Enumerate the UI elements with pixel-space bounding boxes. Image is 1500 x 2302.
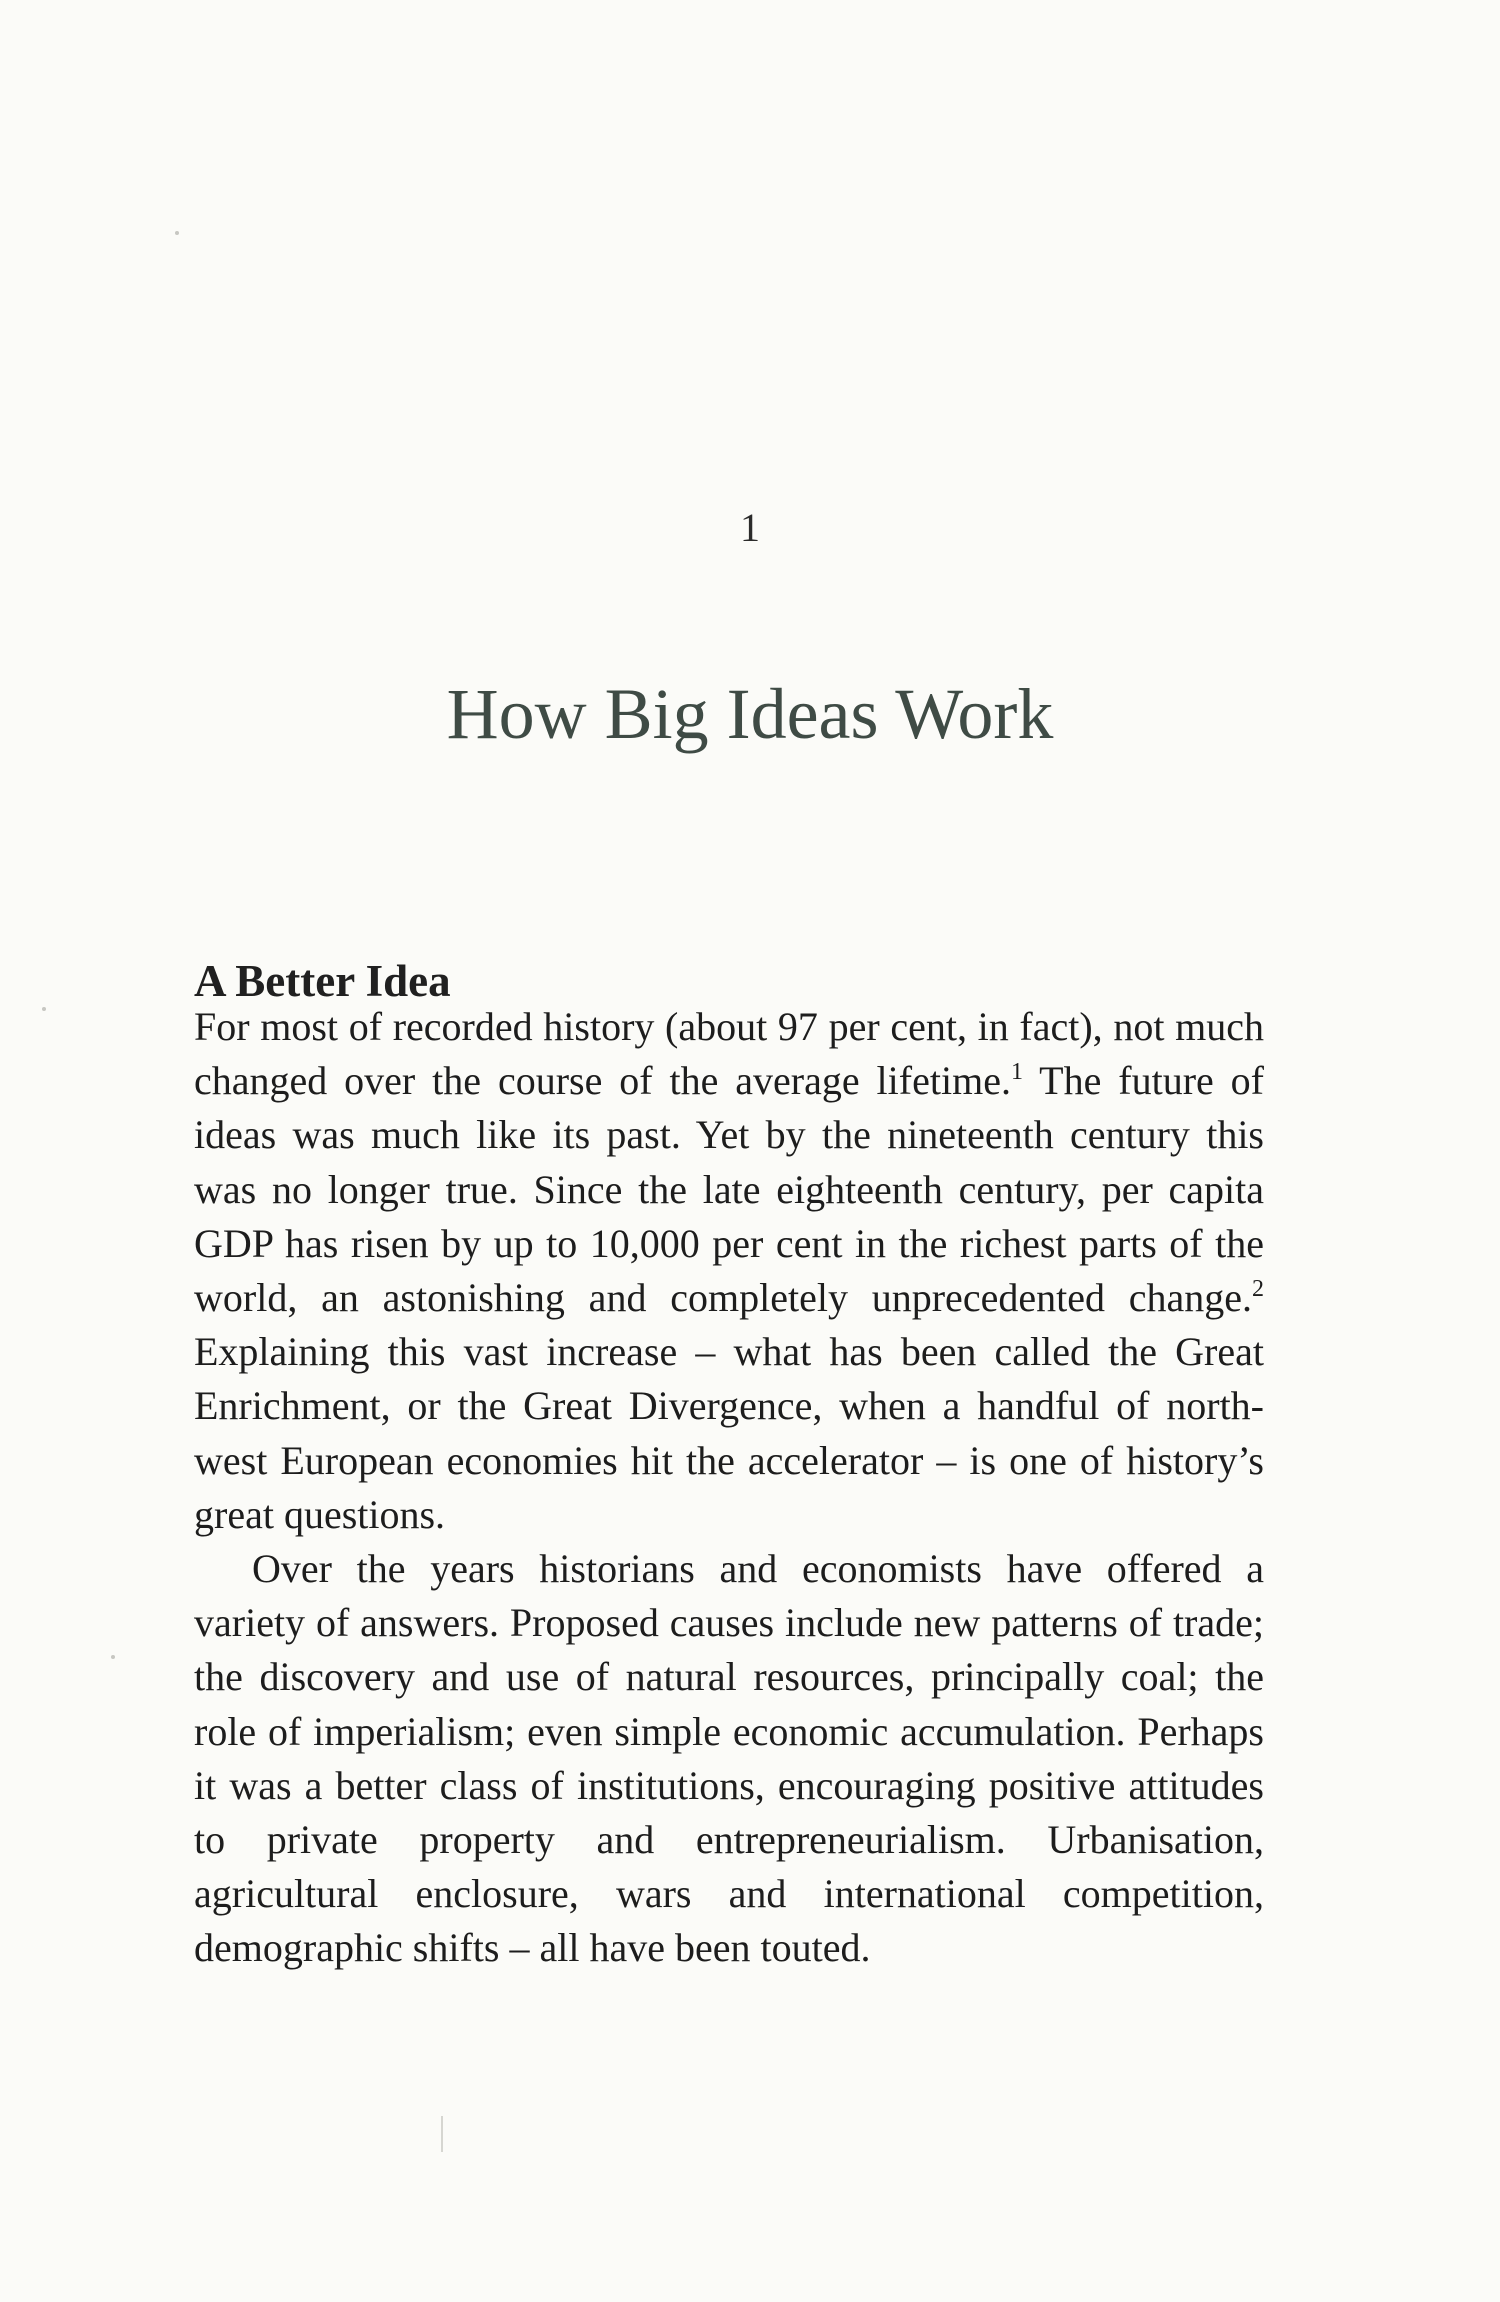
paragraph-1-text-3: Explaining this vast increase – what has been called the Great Enrichment, or the Great Divergence, when a handful of north-west European economies hit the accelerator – is one of history’s great questions. — [194, 1329, 1264, 1537]
paragraph-2 — [194, 1542, 1264, 1976]
footnote-marker-2: 2 — [1252, 1275, 1264, 1302]
scan-line — [441, 2116, 443, 2152]
paragraph-1-text-1: For most of recorded history (about 97 per cent, in fact), not much changed over the course of the average lifetime. — [194, 1004, 1264, 1104]
scan-dot — [42, 1007, 46, 1011]
paragraph-2-text: Over the years historians and economists have offered a variety of answers. Proposed causes include new patterns of trade; the discovery and use of natural resources, principally coal; the role of imperialism; even simple economic accumulation. Perhaps it was a better class of institutions, encouraging positive attitudes to private property and entrepreneurialism. Urbanisation, agricultural enclosure, wars and international competition, demographic shifts – all have been touted. — [194, 1546, 1264, 1971]
chapter-number: 1 — [740, 505, 760, 550]
scan-dot — [175, 231, 179, 235]
body-text — [194, 1000, 1264, 1976]
paragraph-1-text-2: The future of ideas was much like its past. Yet by the nineteenth century this was no longer true. Since the late eighteenth century, per capita GDP has risen by up to 10,000 per cent in the richest parts of the world, an astonishing and completely unprecedented change. — [194, 1058, 1265, 1321]
scan-dot — [111, 1655, 115, 1659]
paragraph-1 — [194, 1000, 1264, 1542]
section-heading: A Better Idea — [194, 956, 451, 1007]
footnote-marker-1: 1 — [1010, 1058, 1023, 1085]
chapter-title: How Big Ideas Work — [446, 674, 1054, 755]
